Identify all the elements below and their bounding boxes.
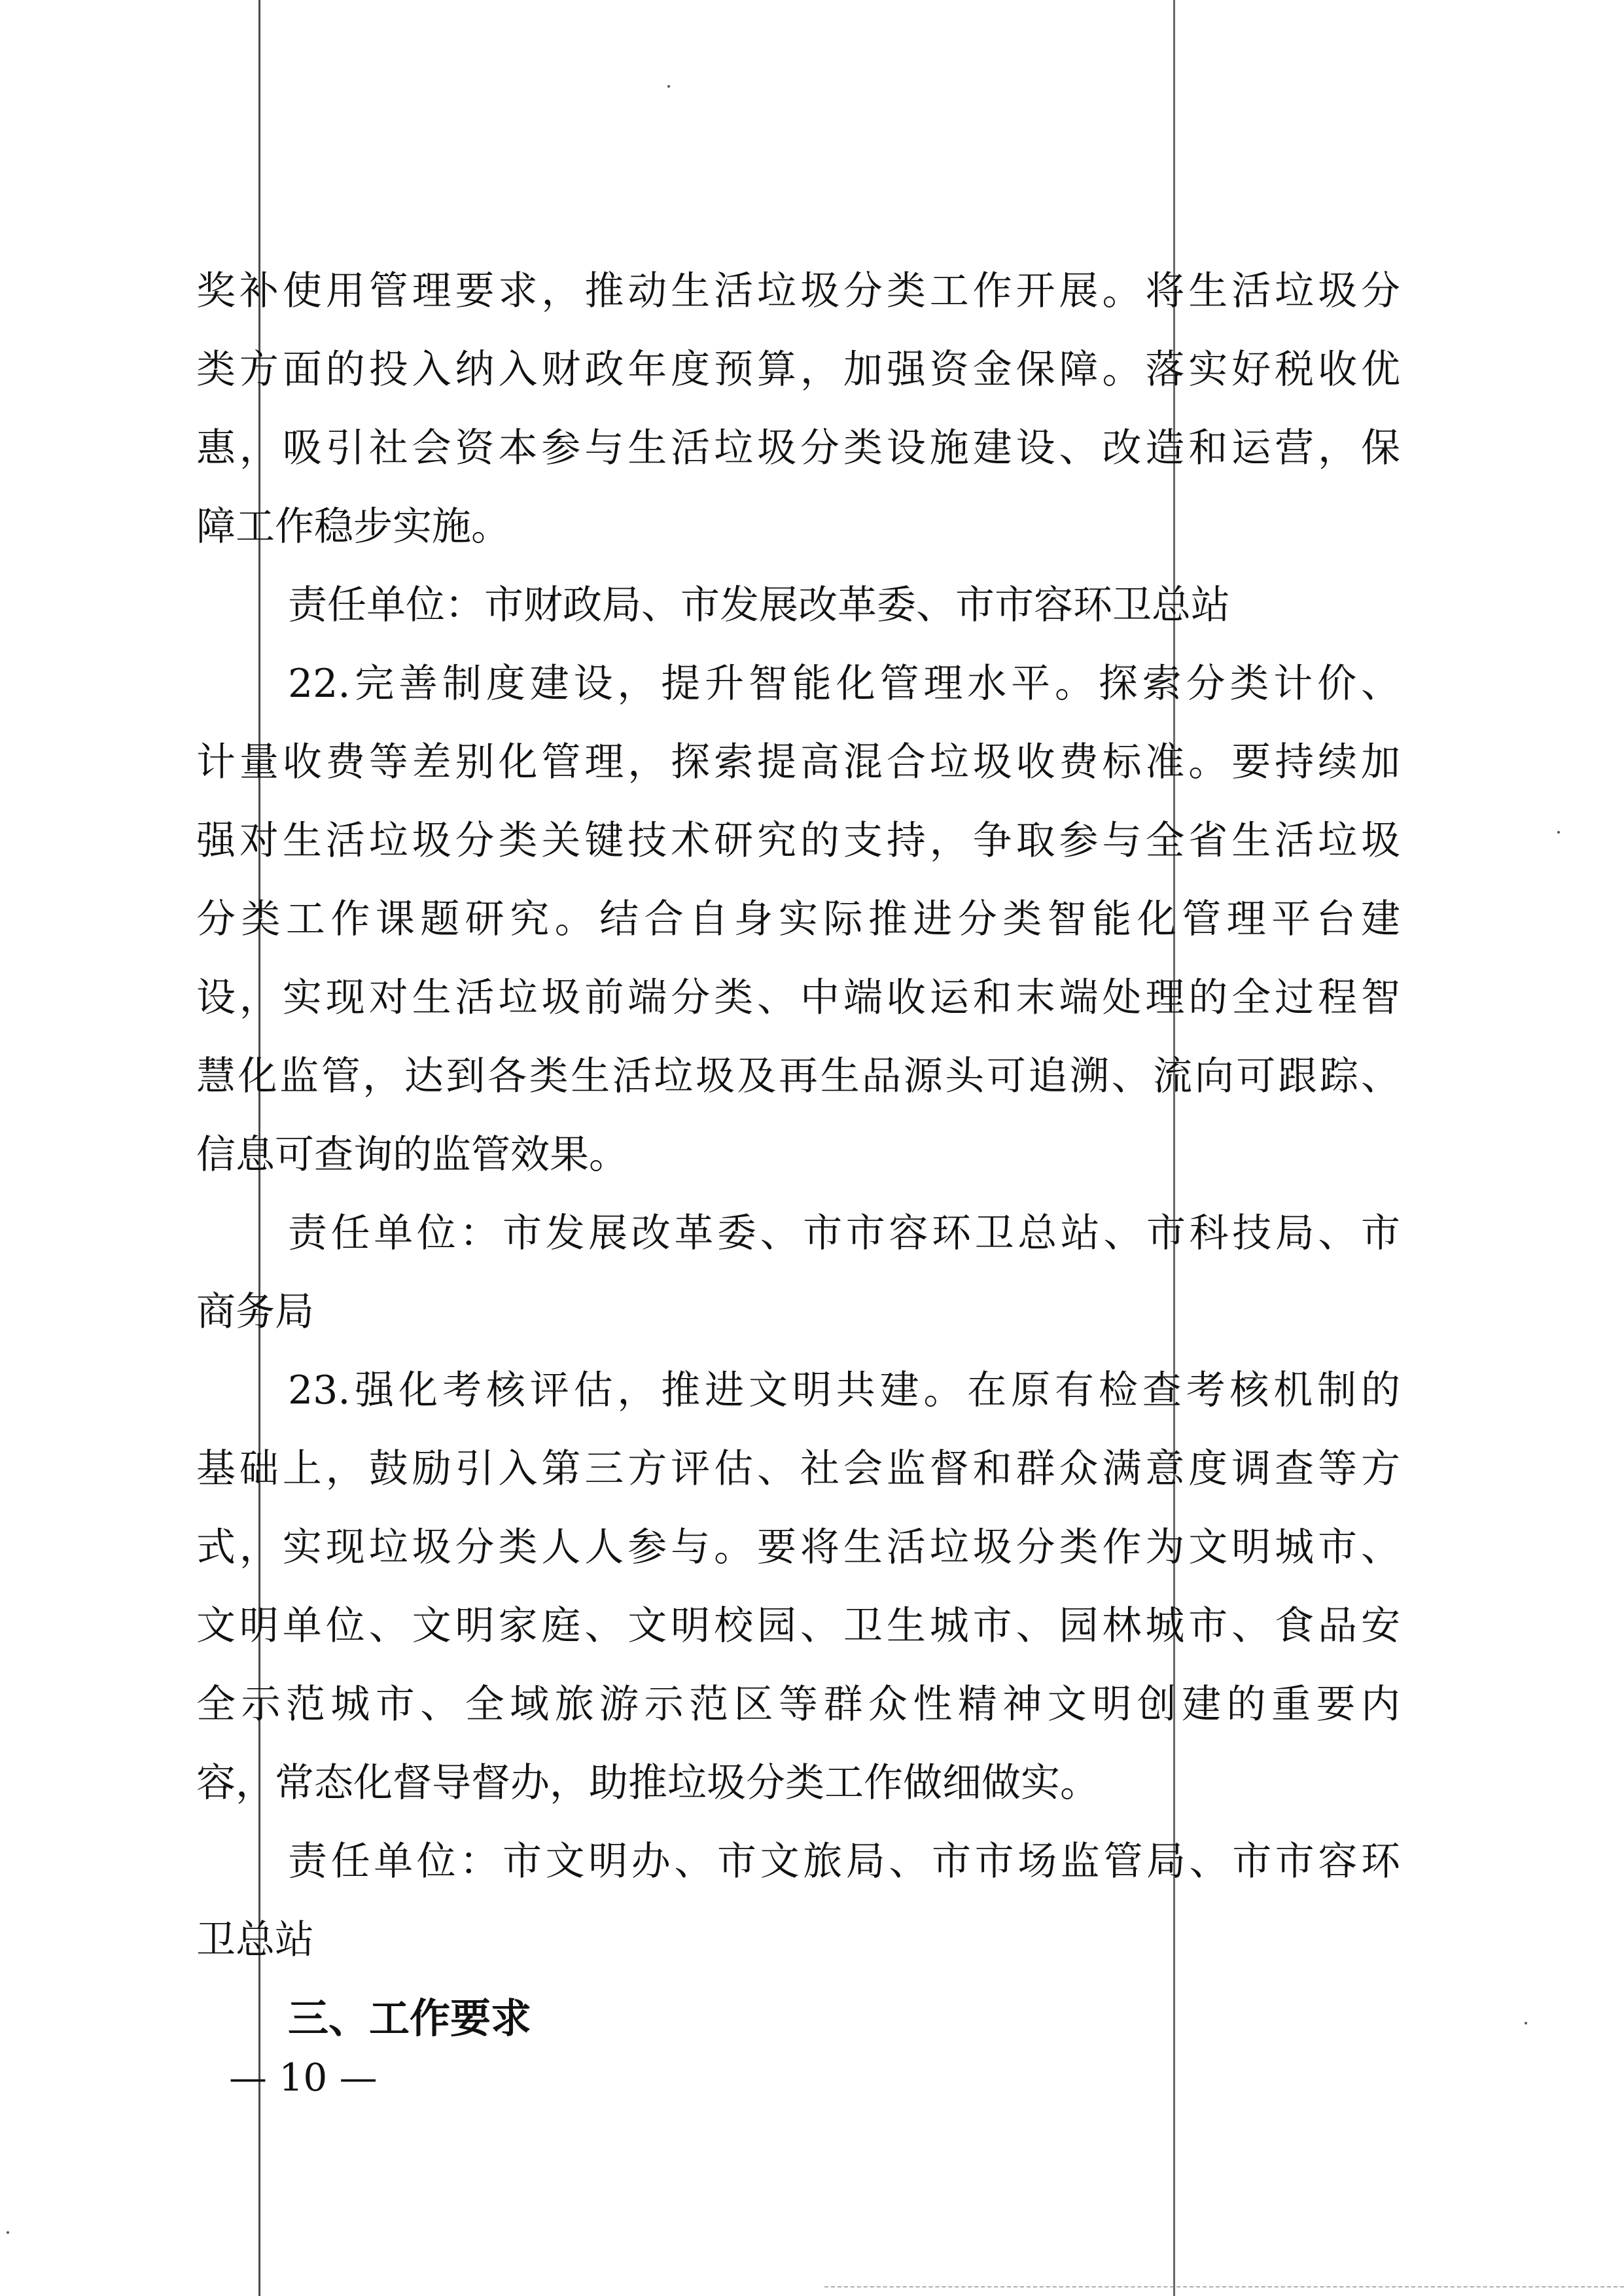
paragraph-line: 计量收费等差别化管理，探索提高混合垃圾收费标准。要持续加: [196, 739, 1400, 785]
paragraph-line: 惠，吸引社会资本参与生活垃圾分类设施建设、改造和运营，保: [196, 425, 1400, 471]
paragraph-line: 分类工作课题研究。结合自身实际推进分类智能化管理平台建: [196, 896, 1400, 942]
responsible-units-line: 责任单位：市发展改革委、市市容环卫总站、市科技局、市: [288, 1210, 1400, 1256]
responsible-units-line: 商务局: [196, 1289, 314, 1335]
paragraph-line: 容，常态化督导督办，助推垃圾分类工作做细做实。: [196, 1760, 1099, 1806]
paragraph-line: 障工作稳步实施。: [196, 504, 510, 550]
paragraph-line: 类方面的投入纳入财政年度预算，加强资金保障。落实好税收优: [196, 347, 1400, 393]
paragraph-line: 强对生活垃圾分类关键技术研究的支持，争取参与全省生活垃圾: [196, 818, 1400, 864]
paragraph-line: 奖补使用管理要求，推动生活垃圾分类工作开展。将生活垃圾分: [196, 268, 1400, 314]
item-23-heading-line: 23.强化考核评估，推进文明共建。在原有检查考核机制的: [288, 1368, 1400, 1413]
scan-bottom-edge: [824, 2286, 1624, 2289]
paragraph-line: 信息可查询的监管效果。: [196, 1132, 628, 1178]
paragraph-line: 文明单位、文明家庭、文明校园、卫生城市、园林城市、食品安: [196, 1603, 1400, 1649]
paragraph-line: 慧化监管，达到各类生活垃圾及再生品源头可追溯、流向可跟踪、: [196, 1053, 1400, 1099]
paragraph-line: 式，实现垃圾分类人人参与。要将生活垃圾分类作为文明城市、: [196, 1525, 1400, 1570]
scan-speck: [1557, 831, 1560, 834]
responsible-units-line: 责任单位：市财政局、市发展改革委、市市容环卫总站: [288, 582, 1230, 628]
scan-speck: [1525, 2022, 1527, 2024]
item-22-heading-line: 22.完善制度建设，提升智能化管理水平。探索分类计价、: [288, 661, 1400, 707]
scan-speck: [7, 2231, 9, 2234]
page-number: — 10 —: [229, 2055, 378, 2100]
section-heading: 三、工作要求: [288, 1994, 532, 2042]
paragraph-line: 全示范城市、全域旅游示范区等群众性精神文明创建的重要内: [196, 1682, 1400, 1727]
scan-speck: [667, 85, 670, 88]
responsible-units-line: 卫总站: [196, 1917, 314, 1963]
paragraph-line: 基础上，鼓励引入第三方评估、社会监督和群众满意度调查等方: [196, 1446, 1400, 1492]
responsible-units-line: 责任单位：市文明办、市文旅局、市市场监管局、市市容环: [288, 1839, 1400, 1884]
paragraph-line: 设，实现对生活垃圾前端分类、中端收运和末端处理的全过程智: [196, 975, 1400, 1021]
